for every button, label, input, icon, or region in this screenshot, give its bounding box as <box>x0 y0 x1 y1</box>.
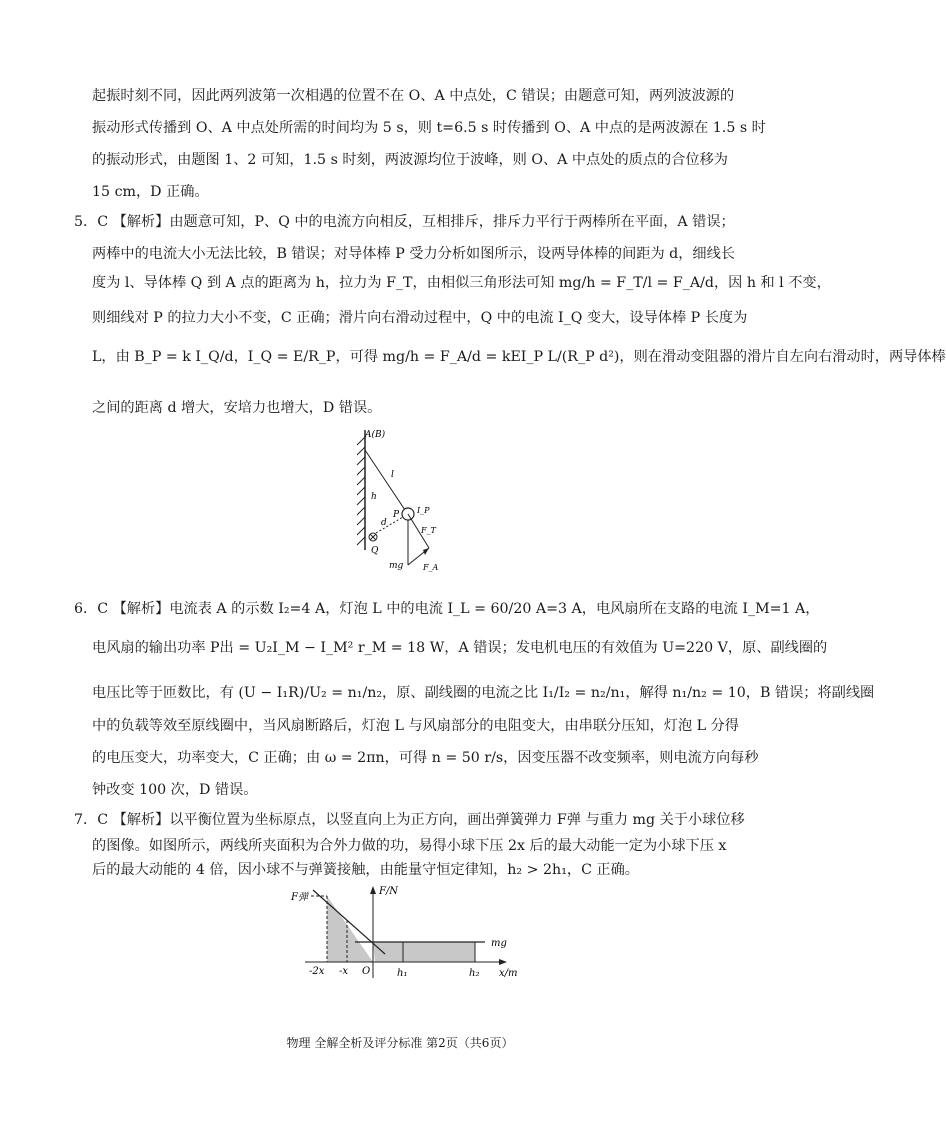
label-l: l <box>391 470 394 480</box>
label-ip: I_P <box>417 506 430 515</box>
label-neg-2x: -2x <box>309 966 325 977</box>
force-diagram-figure <box>345 425 465 585</box>
label-q: Q <box>371 546 379 556</box>
text-line: 振动形式传播到 O、A 中点处所需的时间均为 5 s，则 t=6.5 s 时传播到 O、A 中点的是两波源在 1.5 s 时 <box>92 120 766 136</box>
text-line: 两棒中的电流大小无法比较，B 错误；对导体棒 P 受力分析如图所示，设两导体棒的间距为 d，细线长 <box>92 246 735 262</box>
label-f-axis: F/N <box>379 886 399 897</box>
shaded-area-left <box>327 896 373 962</box>
shaded-area-right <box>373 942 475 962</box>
question-6-line: 6．C 【解析】电流表 A 的示数 I₂=4 A，灯泡 L 中的电流 I_L = 60/20 A=3 A，电风扇所在支路的电流 I_M=1 A， <box>74 601 820 617</box>
text-line: 电风扇的输出功率 P出 = U₂I_M − I_M² r_M = 18 W，A 错误；发电机电压的有效值为 U=220 V，原、副线圈的 <box>92 640 828 656</box>
text-line: 钟改变 100 次，D 错误。 <box>92 782 258 798</box>
label-mg: mg <box>389 561 404 571</box>
label-p: P <box>393 510 400 520</box>
force-displacement-graph <box>285 882 530 982</box>
label-ft: F_T <box>421 526 436 535</box>
label-h2: h₂ <box>469 968 480 979</box>
text-line: 的图像。如图所示，两线所夹面积为合外力做的功，易得小球下压 2x 后的最大动能一定为小球下压 x <box>92 838 727 854</box>
label-origin: O <box>362 966 371 977</box>
label-h1: h₁ <box>397 968 408 979</box>
text-line: 之间的距离 d 增大，安培力也增大，D 错误。 <box>92 400 382 416</box>
text-line: 的电压变大，功率变大，C 正确；由 ω = 2πn，可得 n = 50 r/s，因变压器不改变频率，则电流方向每秒 <box>92 750 759 766</box>
label-f-spring: F弹 <box>291 892 308 903</box>
text-line: 的振动形式，由题图 1、2 可知，1.5 s 时刻，两波源均位于波峰，则 O、A 中点处的质点的合位移为 <box>92 152 728 168</box>
question-7-line: 7．C 【解析】以平衡位置为坐标原点，以竖直向上为正方向，画出弹簧弹力 F弹 与重力 mg 关于小球位移 <box>74 812 745 828</box>
text-line: 中的负载等效至原线圈中，当风扇断路后，灯泡 L 与风扇部分的电阻变大，由串联分压知，灯泡 L 分得 <box>92 718 739 734</box>
text-line: 则细线对 P 的拉力大小不变，C 正确；滑片向右滑动过程中，Q 中的电流 I_Q 变大，设导体棒 P 长度为 <box>92 310 748 326</box>
label-neg-x: -x <box>339 966 349 977</box>
label-d: d <box>381 518 387 528</box>
text-line: 度为 l、导体棒 Q 到 A 点的距离为 h，拉力为 F_T，由相似三角形法可知 mg/h = F_T/l = F_A/d，因 h 和 l 不变， <box>92 275 831 291</box>
label-fa: F_A <box>423 563 439 572</box>
label-ab: A(B) <box>365 430 386 440</box>
page-footer: 物理 全解全析及评分标准 第2页（共6页） <box>286 1036 514 1050</box>
text-line: 电压比等于匝数比，有 (U − I₁R)/U₂ = n₁/n₂，原、副线圈的电流之比 I₁/I₂ = n₂/n₁，解得 n₁/n₂ = 10，B 错误；将副线圈 <box>92 685 875 701</box>
text-line: 15 cm，D 正确。 <box>92 184 209 200</box>
question-5-line: 5．C 【解析】由题意可知，P、Q 中的电流方向相反，互相排斥，排斥力平行于两棒所在平面，A 错误； <box>74 214 735 230</box>
text-line: 起振时刻不同，因此两列波第一次相遇的位置不在 O、A 中点处，C 错误；由题意可知，两列波波源的 <box>92 88 735 104</box>
label-mg: mg <box>491 938 507 949</box>
label-x-axis: x/m <box>499 968 518 979</box>
text-line: L，由 B_P = k I_Q/d，I_Q = E/R_P，可得 mg/h = F_A/d = kEI_P L/(R_P d²)，则在滑动变阻器的滑片自左向右滑动时，两导体棒 <box>92 349 946 365</box>
label-h: h <box>371 492 377 502</box>
text-line: 后的最大动能的 4 倍，因小球不与弹簧接触，由能量守恒定律知，h₂ > 2h₁，C 正确。 <box>92 862 639 878</box>
